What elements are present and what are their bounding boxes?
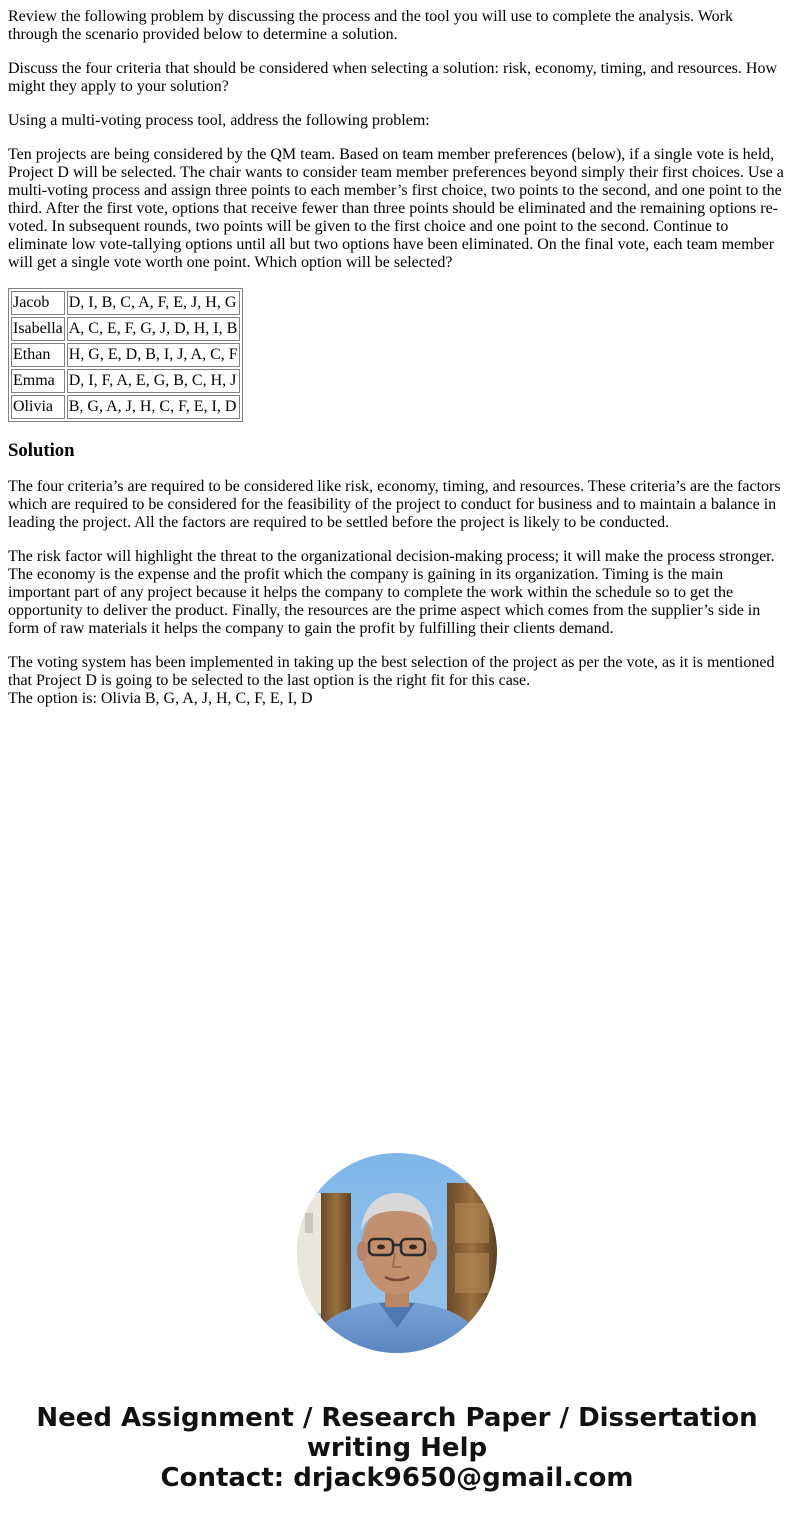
banner-contact-email[interactable]: Contact: drjack9650@gmail.com (160, 1463, 634, 1493)
banner-line-1: Need Assignment / Research Paper / Dissertation (36, 1403, 758, 1433)
table-row (11, 291, 240, 315)
member-name: Jacob (11, 291, 65, 315)
intro-paragraph-3: Using a multi-voting process tool, address the following problem: (8, 112, 430, 129)
solution-paragraph-1: The four criteria’s are required to be considered like risk, economy, timing, and resources. These criteria’s are the factors which are required to be considered for the feasibility of the project to conduct for business and to maintain a balance in leading the project. All the factors are required to be settled before the project is likely to be conducted. (8, 478, 781, 531)
intro-paragraph-1: Review the following problem by discussing the process and the tool you will use to complete the analysis. Work through the scenario provided below to determine a solution. (8, 8, 733, 43)
problem-statement: Ten projects are being considered by the QM team. Based on team member preferences (below), if a single vote is held, Project D will be selected. The chair wants to consider team member preferences beyond simply their first choices. Use a multi-voting process and assign three points to each member’s first choice, two points to the second, and one point to the third. After the first vote, options that receive fewer than three points should be eliminated and the remaining options re-voted. In subsequent rounds, two points will be given to the first choice and one point to the second. Continue to eliminate low vote-tallying options until all but two options have been eliminated. On the final vote, each team member will get a single vote worth one point. Which option will be selected? (8, 146, 784, 271)
table-row (11, 317, 240, 341)
preferences-table (8, 288, 243, 422)
banner-line-2: writing Help (306, 1433, 488, 1463)
solution-paragraph-3: The voting system has been implemented in taking up the best selection of the project as per the vote, as it is mentioned that Project D is going to be selected to the last option is the right fit for this case. (8, 654, 775, 689)
solution-answer: The option is: Olivia B, G, A, J, H, C, F, E, I, D (8, 690, 313, 707)
member-name: Emma (11, 369, 65, 393)
member-preferences: D, I, F, A, E, G, B, C, H, J (67, 369, 240, 393)
member-name: Olivia (11, 395, 65, 419)
member-preferences: D, I, B, C, A, F, E, J, H, G (67, 291, 240, 315)
avatar-photo (297, 1153, 497, 1353)
table-row (11, 343, 240, 367)
member-preferences: A, C, E, F, G, J, D, H, I, B (67, 317, 240, 341)
member-name: Ethan (11, 343, 65, 367)
member-name: Isabella (11, 317, 65, 341)
table-row (11, 369, 240, 393)
member-preferences: B, G, A, J, H, C, F, E, I, D (67, 395, 240, 419)
table-row (11, 395, 240, 419)
solution-heading: Solution (8, 440, 75, 461)
contact-banner (0, 1403, 794, 1493)
member-preferences: H, G, E, D, B, I, J, A, C, F (67, 343, 240, 367)
avatar (297, 1153, 497, 1353)
intro-paragraph-2: Discuss the four criteria that should be considered when selecting a solution: risk, economy, timing, and resources. How might they apply to your solution? (8, 60, 777, 95)
article (8, 8, 786, 708)
solution-paragraph-2: The risk factor will highlight the threat to the organizational decision-making process; it will make the process stronger. The economy is the expense and the profit which the company is gaining in its organization. Timing is the main important part of any project because it helps the company to complete the work within the schedule so to get the opportunity to deliver the product. Finally, the resources are the prime aspect which comes from the supplier’s side in form of raw materials it helps the company to gain the profit by fulfilling their clients demand. (8, 548, 775, 637)
